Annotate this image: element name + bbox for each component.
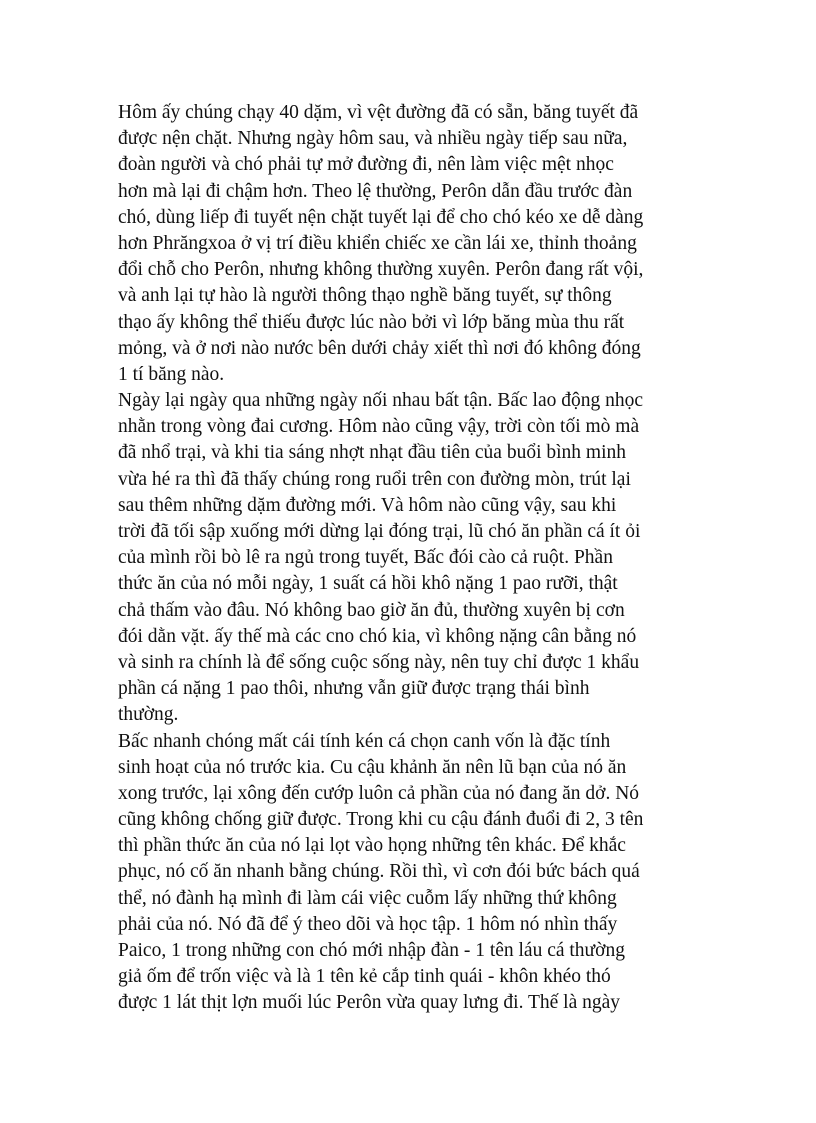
text-line: được 1 lát thịt lợn muối lúc Perôn vừa quay lưng đi. Thế là ngày [118, 992, 621, 1014]
text-line: thức ăn của nó mỗi ngày, 1 suất cá hồi khô nặng 1 pao rưỡi, thật [118, 573, 618, 595]
text-line: xong trước, lại xông đến cướp luôn cả phần của nó đang ăn dở. Nó [118, 782, 640, 804]
text-line: đoàn người và chó phải tự mở đường đi, nên làm việc mệt nhọc [118, 154, 614, 176]
text-line: sinh hoạt của nó trước kia. Cu cậu khảnh ăn nên lũ bạn của nó ăn [118, 756, 627, 778]
text-line: đã nhổ trại, và khi tia sáng nhợt nhạt đầu tiên của buổi bình minh [118, 442, 626, 464]
text-line: và anh lại tự hào là người thông thạo nghề băng tuyết, sự thông [118, 285, 612, 307]
text-line: cũng không chống giữ được. Trong khi cu cậu đánh đuổi đi 2, 3 tên [118, 809, 644, 831]
text-line: Bấc nhanh chóng mất cái tính kén cá chọn canh vốn là đặc tính [118, 730, 611, 752]
text-line: đói dằn vặt. ấy thế mà các cno chó kia, vì không nặng cân bằng nó [118, 625, 637, 647]
text-line: 1 tí băng nào. [118, 363, 225, 385]
text-line: vừa hé ra thì đã thấy chúng rong ruổi trên con đường mòn, trút lại [118, 468, 631, 490]
text-line: được nện chặt. Nhưng ngày hôm sau, và nhiều ngày tiếp sau nữa, [118, 128, 628, 150]
text-line: mỏng, và ở nơi nào nước bên dưới chảy xiết thì nơi đó không đóng [118, 337, 641, 359]
text-line: Ngày lại ngày qua những ngày nối nhau bất tận. Bấc lao động nhọc [118, 390, 644, 412]
text-line: nhằn trong vòng đai cương. Hôm nào cũng vậy, trời còn tối mò mà [118, 416, 640, 438]
text-line: chả thấm vào đâu. Nó không bao giờ ăn đủ, thường xuyên bị cơn [118, 599, 625, 621]
body-text [118, 100, 728, 1017]
text-line: thể, nó đành hạ mình đi làm cái việc cuỗm lấy những thứ không [118, 887, 617, 909]
text-line: hơn Phrăngxoa ở vị trí điều khiển chiếc xe cần lái xe, thỉnh thoảng [118, 232, 637, 254]
text-line: chó, dùng liếp đi tuyết nện chặt tuyết lại để cho chó kéo xe dễ dàng [118, 206, 644, 228]
text-line: sau thêm những dặm đường mới. Và hôm nào cũng vậy, sau khi [118, 494, 617, 516]
text-line: đổi chỗ cho Perôn, nhưng không thường xuyên. Perôn đang rất vội, [118, 259, 644, 281]
text-line: Hôm ấy chúng chạy 40 dặm, vì vệt đường đã có sẵn, băng tuyết đã [118, 102, 639, 123]
text-line: giả ốm để trốn việc và là 1 tên kẻ cắp tinh quái - khôn khéo thó [118, 966, 611, 988]
text-line: Paico, 1 trong những con chó mới nhập đàn - 1 tên láu cá thường [118, 940, 625, 961]
text-line: thường. [118, 704, 179, 726]
text-line: trời đã tối sập xuống mới dừng lại đóng trại, lũ chó ăn phần cá ít ỏi [118, 521, 641, 542]
text-line: phần cá nặng 1 pao thôi, nhưng vẫn giữ được trạng thái bình [118, 678, 590, 700]
text-line: của mình rồi bò lê ra ngủ trong tuyết, Bấc đói cào cả ruột. Phần [118, 547, 613, 569]
text-line: thạo ấy không thể thiếu được lúc nào bởi vì lớp băng mùa thu rất [118, 311, 625, 333]
text-line: hơn mà lại đi chậm hơn. Theo lệ thường, Perôn dẫn đầu trước đàn [118, 180, 633, 202]
text-line: phải của nó. Nó đã để ý theo dõi và học tập. 1 hôm nó nhìn thấy [118, 913, 618, 935]
text-line: và sinh ra chính là để sống cuộc sống này, nên tuy chỉ được 1 khẩu [118, 651, 640, 673]
text-line: phục, nó cố ăn nhanh bằng chúng. Rồi thì, vì cơn đói bức bách quá [118, 861, 640, 883]
text-line: thì phần thức ăn của nó lại lọt vào họng những tên khác. Để khắc [118, 835, 626, 857]
